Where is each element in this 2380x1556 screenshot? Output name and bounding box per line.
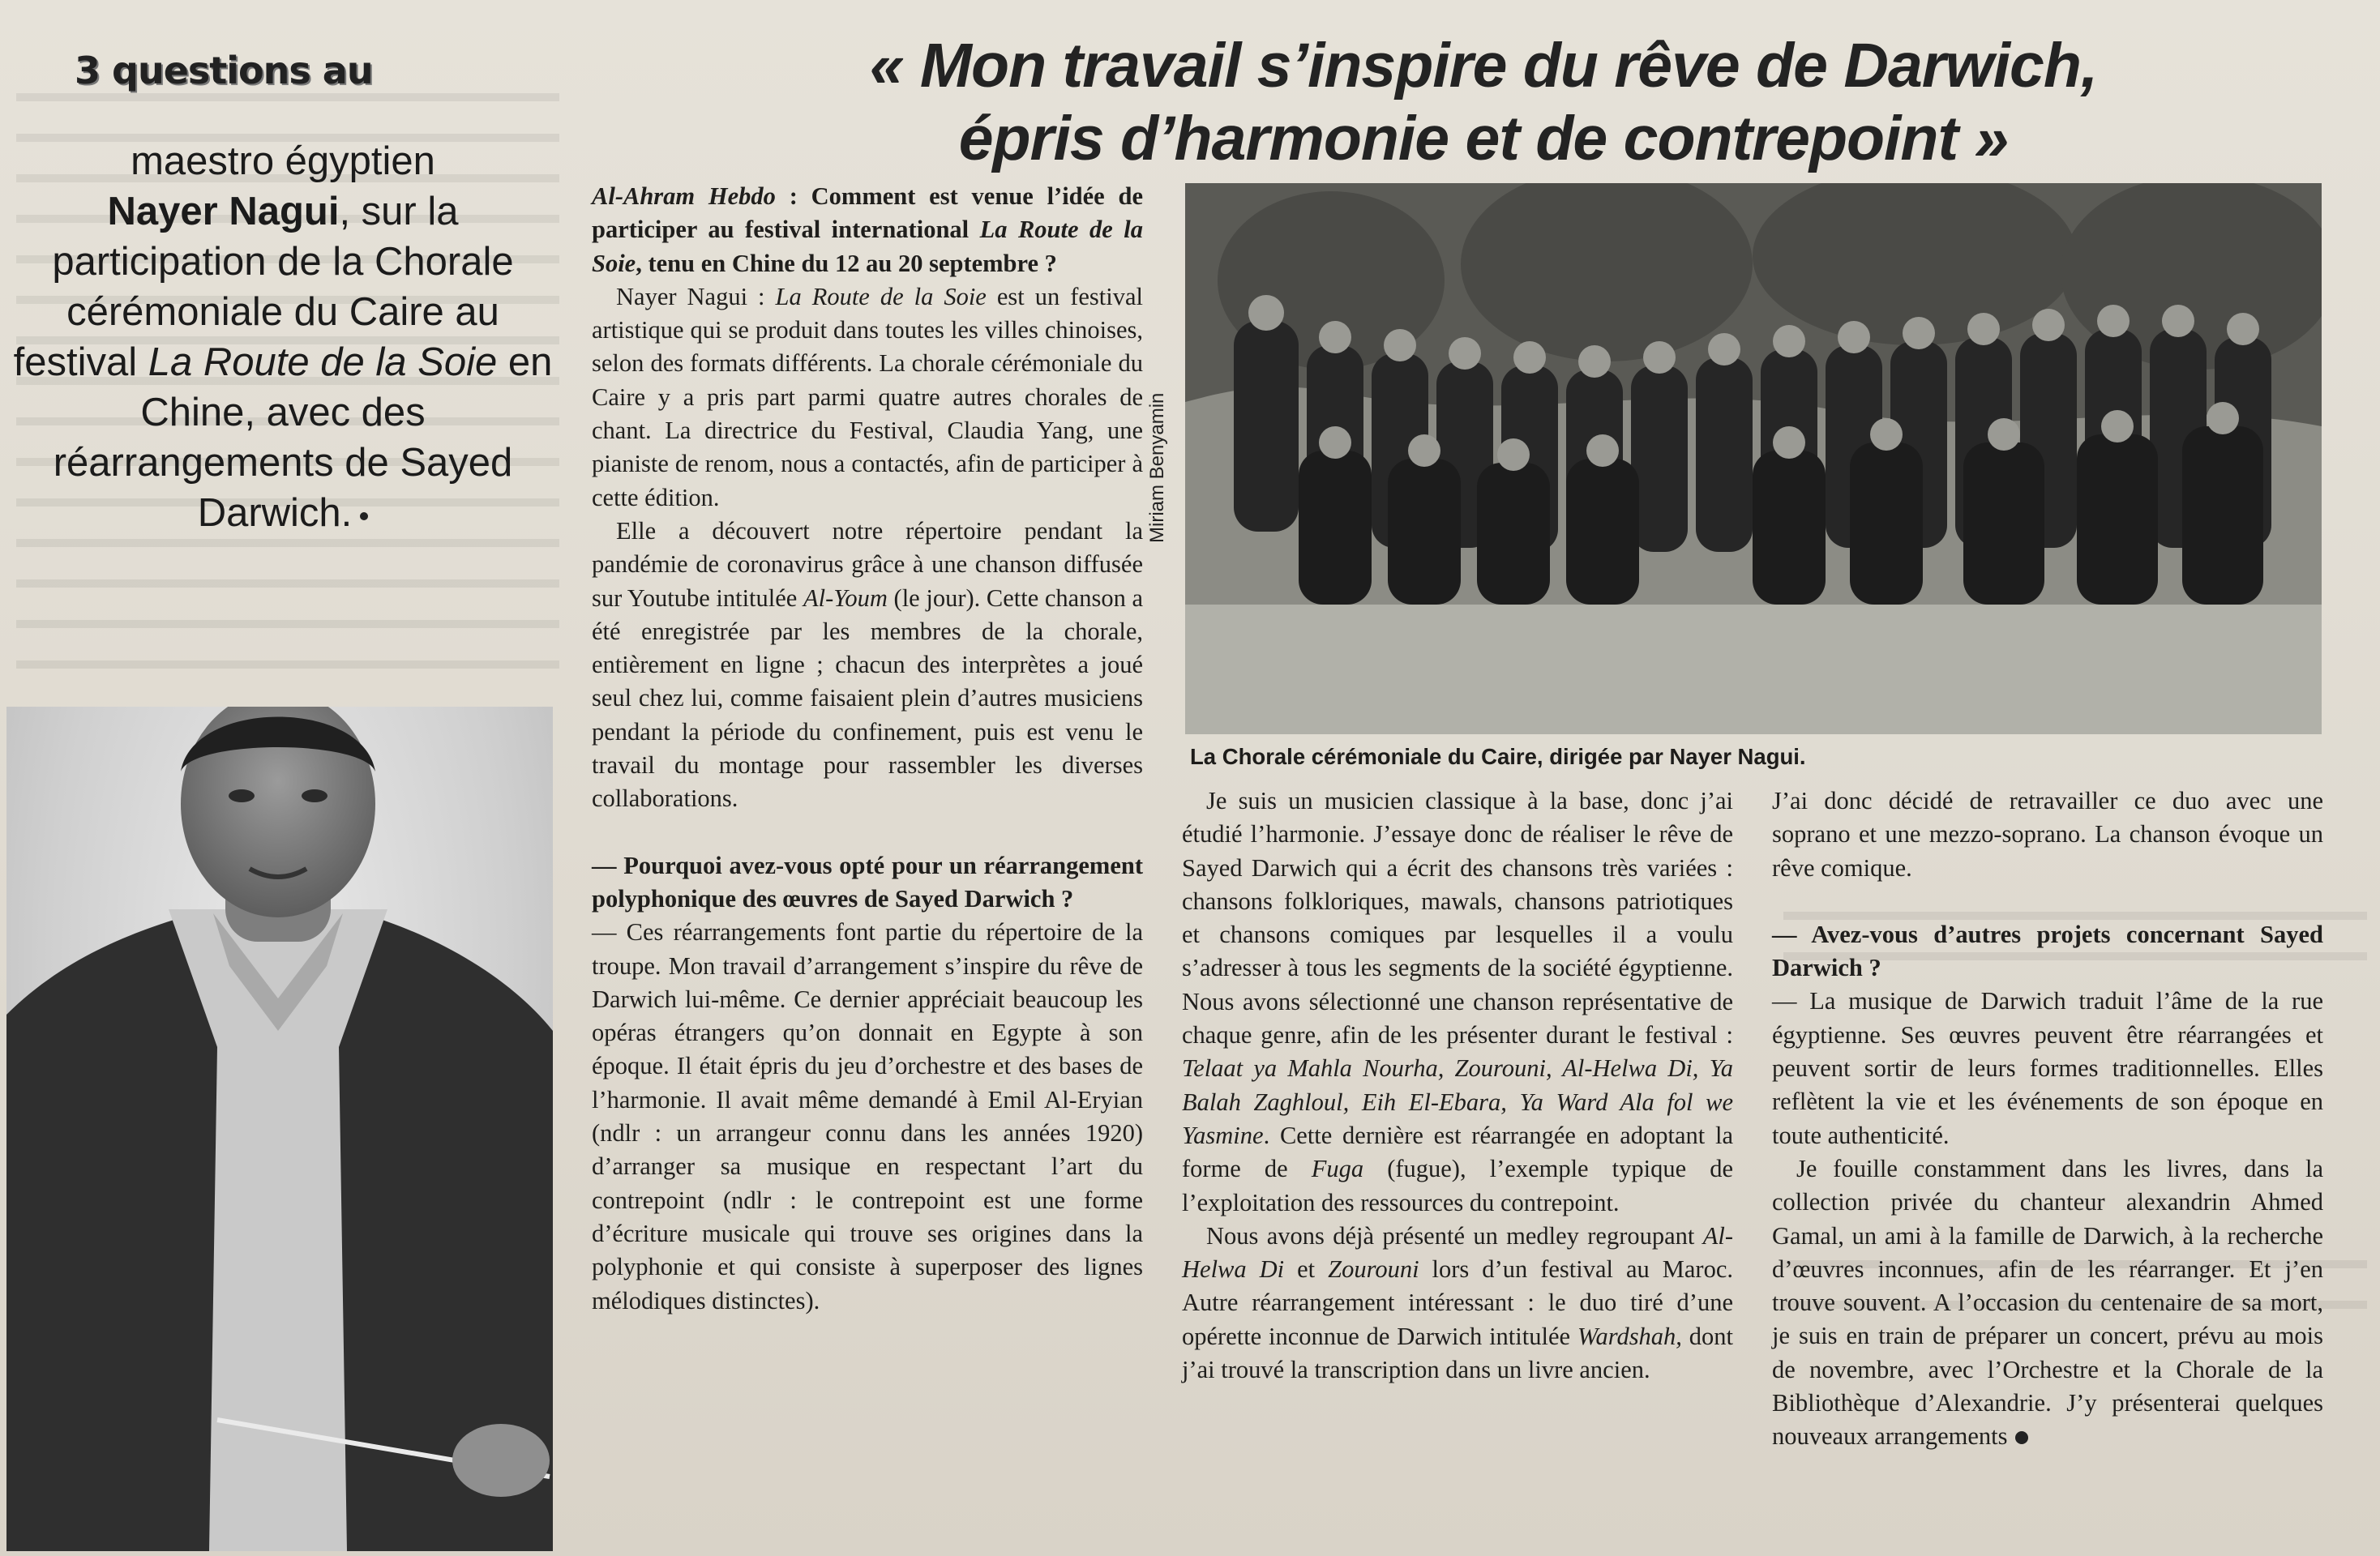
photo-credit: Miriam Benyamin — [1146, 392, 1168, 543]
c2p2-song-2: Zourouni — [1328, 1255, 1419, 1284]
question-1-dates: , tenu en Chine du 12 au 20 septembre ? — [636, 249, 1057, 277]
column-3-paragraph-2: — La musique de Darwich traduit l’âme de la rue égyptienne. Ses œuvres peuvent être réarrangées et peuvent sortir de leurs formes traditionnelles. Elles reflètent la vie et les événements de son époque en toute authenticité. — [1772, 987, 2323, 1149]
headline-line-1: « Mon travail s’inspire du rêve de Darwich, — [869, 31, 2098, 100]
intro-mid: , sur la participation de la Chorale cérémoniale du Caire au festival — [13, 190, 514, 384]
portrait-photo — [6, 707, 553, 1551]
c2p2-c: et — [1284, 1255, 1329, 1284]
c2p2-operetta: Wardshah, — [1577, 1322, 1682, 1350]
article-end-bullet-icon — [2015, 1431, 2028, 1444]
c2p1-mid: . Cette dernière est réarrangée en adoptant la forme de — [1182, 1121, 1733, 1183]
c2p1-text: Je suis un musicien classique à la base, donc j’ai étudié l’harmonie. J’essaye donc de réaliser le rêve de Sayed Darwich qui a écrit des chansons très variées : chansons folkloriques, mawals, chansons patriotiques et chansons comiques par lesquelles il a voulu s’adresser à tous les segments de la société égyptienne. Nous avons sélectionné une chanson représentative de chaque genre, afin de les présenter durant le festival : — [1182, 787, 1733, 1049]
answer-1-festival: La Route de la Soie — [775, 282, 987, 310]
photo-caption: La Chorale cérémoniale du Caire, dirigée par Nayer Nagui. — [1190, 744, 1806, 769]
answer-2-paragraph-1: — Ces réarrangements font partie du répertoire de la troupe. Mon travail d’arrangement s’inspire du rêve de Darwich lui-même. Ce dernier appréciait beaucoup les opéras étrangers qu’on donnait en Egypte à son époque. Il était épris du jeu d’orchestre et des bases de l’harmonie. Il avait même demandé à Emil Al-Eryian (ndlr : un arrangeur connu dans les années 1920) d’arranger sa musique en respectant l’art du contrepoint (ndlr : le contrepoint est une forme d’écriture musicale qui trouve ses origines dans la polyphonie et qui consiste à superposer des lignes mélodiques distinctes). — [592, 918, 1143, 1314]
intro-pre: maestro égyptien — [131, 139, 435, 183]
conductor-portrait-illustration — [6, 707, 553, 1551]
answer-1-paragraph-1 — [592, 280, 1143, 515]
article-column-3 — [1772, 784, 2323, 1454]
article-column-1 — [592, 180, 1143, 1318]
choir-photo-illustration — [1185, 183, 2322, 734]
c2p2-g: dont j’ai trouvé la transcription dans un livre ancien. — [1182, 1322, 1733, 1384]
question-1 — [592, 180, 1143, 280]
c2p1-end: (fugue), l’exemple typique de l’exploitation des ressources du contrepoint. — [1182, 1155, 1733, 1216]
article-headline — [600, 29, 2367, 175]
c3p3-text: Je fouille constamment dans les livres, dans la collection privée du chanteur alexandrin Ahmed Gamal, un ami à la famille de Darwich, à la recherche d’œuvres inconnues, afin de les réarranger. Et j’en trouve souvent. A l’occasion du centenaire de sa mort, je suis en train de préparer un concert, prévu au mois de novembre, avec l’Orchestre et la Chorale de la Bibliothèque d’Alexandrie. J’y présenterai quelques nouveaux arrangements — [1772, 1154, 2323, 1451]
answer-1-p2-rest: (le jour). Cette chanson a été enregistrée par les membres de la chorale, entièrement en ligne ; chacun des interprètes a joué seul chez lui, comme faisaient plein d’autres musiciens pendant la période du confinement, puis est venu le travail du montage pour rassembler les diverses collaborations. — [592, 584, 1143, 813]
intro-festival: La Route de la Soie — [148, 340, 498, 384]
question-1-festival: La Route de la Soie — [592, 216, 1143, 277]
article-column-2 — [1182, 784, 1733, 1387]
column-3-paragraph-3 — [1772, 1152, 2323, 1454]
answer-1-text: est un festival artistique qui se produit dans toutes les villes chinoises, selon des formats différents. La chorale cérémoniale du Caire y a pris part parmi quatre autres chorales de chant. La directrice du Festival, Claudia Yang, une pianiste de renom, nous a contactés, afin de participer à cette édition. — [592, 282, 1143, 511]
interview-intro — [13, 136, 553, 538]
choir-group-photo — [1185, 183, 2322, 734]
answer-1-p2-text: Elle a découvert notre répertoire pendant la pandémie de coronavirus grâce à une chanson diffusée sur Youtube intitulée — [592, 516, 1143, 612]
fuga-term: Fuga — [1311, 1155, 1364, 1183]
column-2-paragraph-2 — [1182, 1220, 1733, 1387]
interviewee-name: Nayer Nagui — [107, 190, 340, 233]
c2p2-song-1: Al-Helwa Di — [1182, 1221, 1733, 1284]
answer-1-paragraph-2 — [592, 515, 1143, 816]
question-1-publication: Al-Ahram Hebdo — [592, 182, 776, 210]
song-list: Telaat ya Mahla Nourha, Zourouni, Al-Helwa Di, Ya Balah Zaghloul, Eih El-Ebara, Ya Ward Ala fol we Yasmine — [1182, 1054, 1733, 1149]
question-2: — Pourquoi avez-vous opté pour un réarrangement polyphonique des œuvres de Sayed Darwich ? — [592, 851, 1143, 913]
c2p2-e: lors d’un festival au Maroc. Autre réarrangement intéressant : le duo tiré d’une opérette inconnue de Darwich intitulée — [1182, 1255, 1733, 1350]
question-1-text: : Comment est venue l’idée de participer au festival international — [592, 182, 1143, 244]
answer-1-song-title: Al-Youm — [803, 584, 888, 612]
column-3-paragraph-1: J’ai donc décidé de retravailler ce duo avec une soprano et une mezzo-soprano. La chanson évoque un rêve comique. — [1772, 787, 2323, 882]
answer-1-speaker: Nayer Nagui : — [616, 282, 776, 310]
headline-line-2: épris d’harmonie et de contrepoint » — [958, 104, 2009, 173]
intro-post: en Chine, avec des réarrangements de Sayed Darwich. — [53, 340, 553, 535]
section-kicker: 3 questions au — [75, 49, 373, 92]
end-bullet-icon — [360, 512, 368, 520]
c2p2-a: Nous avons déjà présenté un medley regroupant — [1206, 1221, 1703, 1250]
question-3: — Avez-vous d’autres projets concernant Sayed Darwich ? — [1772, 920, 2323, 982]
column-2-paragraph-1 — [1182, 784, 1733, 1220]
